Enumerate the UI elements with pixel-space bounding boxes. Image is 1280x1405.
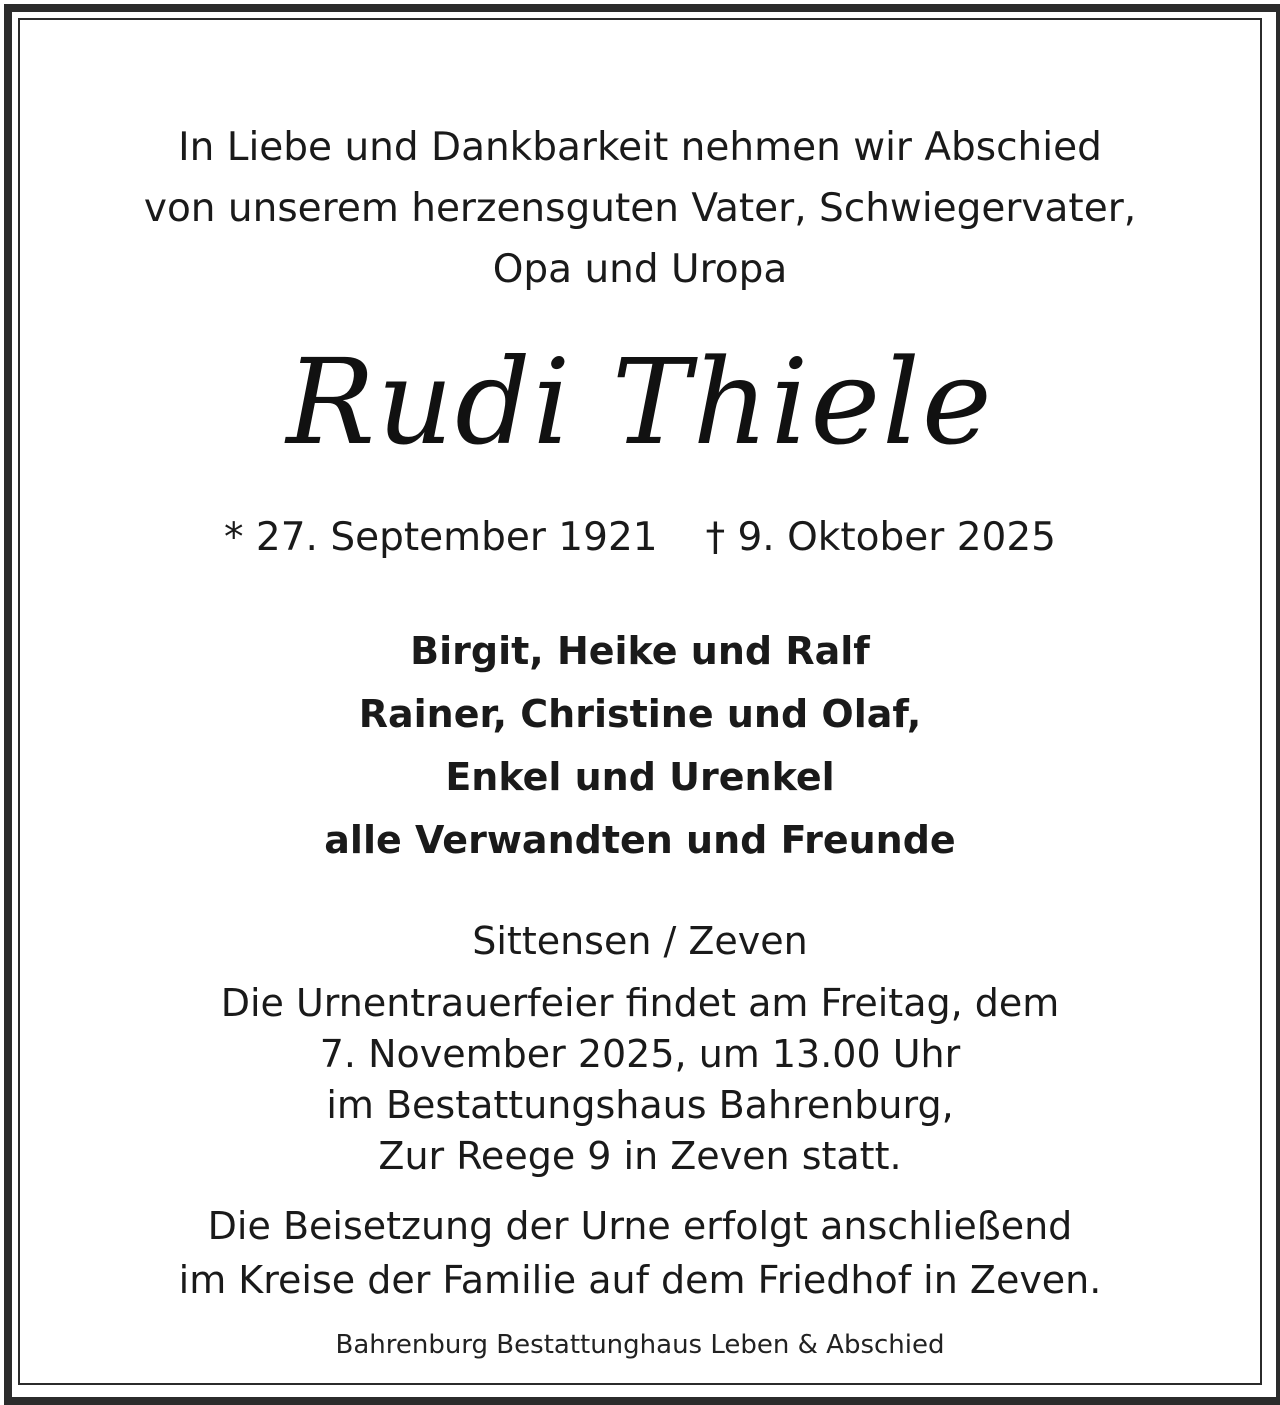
burial-line: im Kreise der Familie auf dem Friedhof in Zeven.	[178, 1258, 1102, 1302]
intro-line-1: In Liebe und Dankbarkeit nehmen wir Abschied	[178, 125, 1102, 170]
intro-line-3: Opa und Uropa	[492, 247, 788, 292]
ceremony-line: Zur Reege 9 in Zeven statt.	[378, 1134, 902, 1178]
ceremony-line: 7. November 2025, um 13.00 Uhr	[319, 1032, 961, 1076]
funeral-home-footer: Bahrenburg Bestattunghaus Leben & Abschied	[335, 1330, 945, 1360]
death-date: † 9. Oktober 2025	[705, 515, 1056, 560]
mourner-line: Rainer, Christine und Olaf,	[358, 692, 922, 736]
ceremony-line: im Bestattungshaus Bahrenburg,	[326, 1083, 954, 1127]
intro-text	[0, 117, 1280, 300]
mourner-line: Enkel und Urenkel	[445, 755, 835, 799]
place-line: Sittensen / Zeven	[472, 919, 808, 963]
life-dates	[0, 512, 1280, 564]
ceremony-line: Die Urnentrauerfeier findet am Freitag, dem	[220, 981, 1060, 1025]
ceremony-text	[0, 978, 1280, 1182]
deceased-name: Rudi Thiele	[286, 333, 994, 471]
mourners-list	[0, 620, 1280, 872]
intro-line-2: von unserem herzensguten Vater, Schwiegervater,	[143, 186, 1137, 231]
burial-text	[0, 1199, 1280, 1307]
mourner-line: Birgit, Heike und Ralf	[410, 629, 870, 673]
burial-line: Die Beisetzung der Urne erfolgt anschließend	[207, 1204, 1073, 1248]
birth-date: * 27. September 1921	[224, 515, 658, 560]
mourner-line: alle Verwandten und Freunde	[324, 818, 956, 862]
